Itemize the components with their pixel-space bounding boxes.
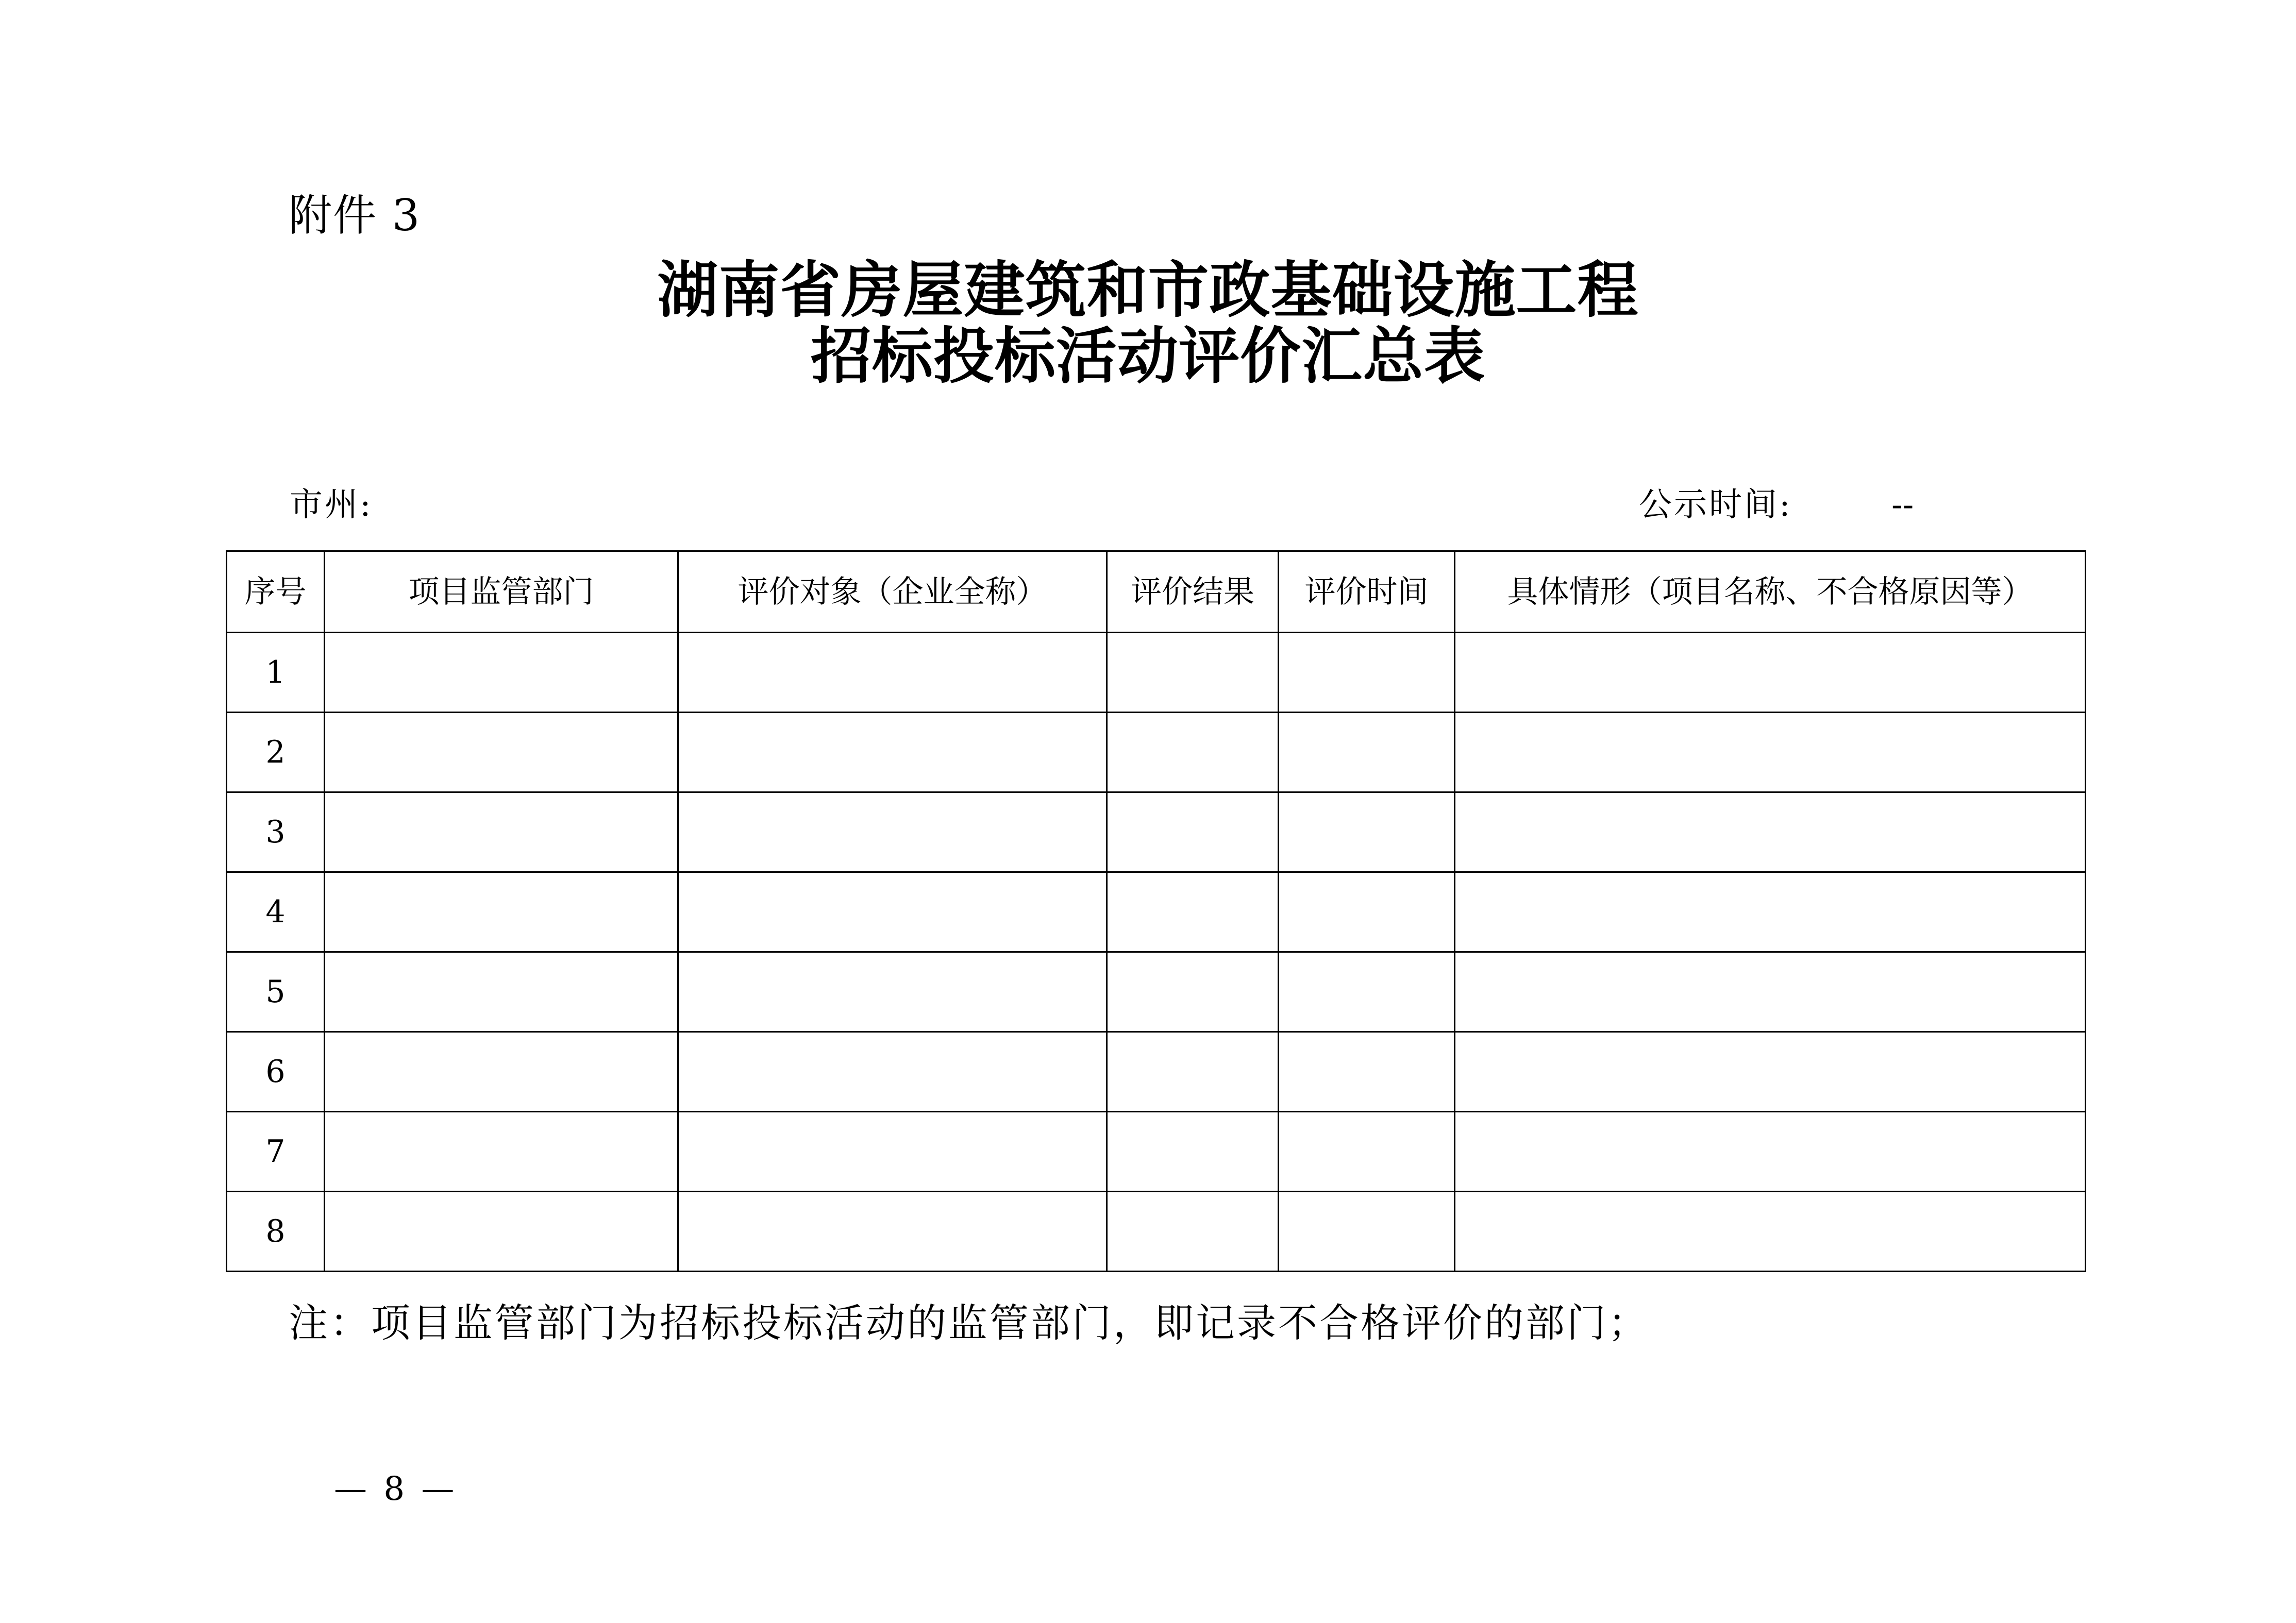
cell-evaluation-result (1107, 633, 1279, 713)
cell-supervising-department (325, 872, 678, 952)
cell-details (1455, 1112, 2086, 1192)
cell-details (1455, 1192, 2086, 1272)
row-index: 6 (227, 1032, 325, 1112)
cell-evaluation-result (1107, 713, 1279, 792)
cell-supervising-department (325, 1192, 678, 1272)
cell-supervising-department (325, 633, 678, 713)
attachment-label: 附件 3 (289, 190, 421, 241)
cell-evaluated-entity (678, 1112, 1107, 1192)
cell-details (1455, 713, 2086, 792)
table-header-row (227, 551, 2086, 633)
city-label: 市州: (290, 486, 373, 524)
row-index: 3 (227, 792, 325, 872)
document-title-line1: 湖南省房屋建筑和市政基础设施工程 (657, 254, 1639, 326)
header-details: 具体情形（项目名称、不合格原因等） (1455, 551, 2086, 633)
cell-supervising-department (325, 1032, 678, 1112)
cell-evaluated-entity (678, 1032, 1107, 1112)
header-evaluated-entity: 评价对象（企业全称） (678, 551, 1107, 633)
cell-evaluation-time (1279, 1032, 1455, 1112)
cell-evaluated-entity (678, 952, 1107, 1032)
cell-evaluation-result (1107, 792, 1279, 872)
cell-evaluation-time (1279, 872, 1455, 952)
cell-evaluation-result (1107, 1112, 1279, 1192)
table-row (227, 713, 2086, 792)
cell-supervising-department (325, 1112, 678, 1192)
cell-details (1455, 872, 2086, 952)
cell-evaluation-time (1279, 1192, 1455, 1272)
row-index: 5 (227, 952, 325, 1032)
header-evaluation-time: 评价时间 (1279, 551, 1455, 633)
row-index: 4 (227, 872, 325, 952)
cell-evaluation-result (1107, 872, 1279, 952)
header-index: 序号 (227, 551, 325, 633)
row-index: 7 (227, 1112, 325, 1192)
cell-evaluated-entity (678, 713, 1107, 792)
row-index: 8 (227, 1192, 325, 1272)
evaluation-summary-table (226, 550, 2086, 1272)
cell-details (1455, 792, 2086, 872)
table-footnote: 注：项目监管部门为招标投标活动的监管部门，即记录不合格评价的部门； (289, 1300, 1649, 1346)
document-title-line2: 招标投标活动评价汇总表 (810, 320, 1485, 392)
row-index: 1 (227, 633, 325, 713)
table-row (227, 952, 2086, 1032)
cell-evaluated-entity (678, 872, 1107, 952)
table-row (227, 792, 2086, 872)
cell-evaluated-entity (678, 633, 1107, 713)
cell-details (1455, 952, 2086, 1032)
header-evaluation-result: 评价结果 (1107, 551, 1279, 633)
cell-supervising-department (325, 792, 678, 872)
cell-evaluated-entity (678, 1192, 1107, 1272)
table-row (227, 872, 2086, 952)
table-row (227, 1112, 2086, 1192)
cell-evaluation-time (1279, 633, 1455, 713)
table-row (227, 633, 2086, 713)
cell-evaluation-time (1279, 1112, 1455, 1192)
cell-evaluation-result (1107, 1192, 1279, 1272)
cell-supervising-department (325, 952, 678, 1032)
cell-supervising-department (325, 713, 678, 792)
cell-evaluation-time (1279, 792, 1455, 872)
cell-details (1455, 633, 2086, 713)
cell-evaluated-entity (678, 792, 1107, 872)
cell-evaluation-time (1279, 952, 1455, 1032)
header-supervising-department: 项目监管部门 (325, 551, 678, 633)
table-row (227, 1192, 2086, 1272)
cell-evaluation-result (1107, 1032, 1279, 1112)
cell-details (1455, 1032, 2086, 1112)
table-row (227, 1032, 2086, 1112)
publish-time-value: -- (1891, 486, 1914, 524)
row-index: 2 (227, 713, 325, 792)
cell-evaluation-time (1279, 713, 1455, 792)
page-number: — 8 — (334, 1470, 458, 1508)
publish-time-label: 公示时间: (1639, 486, 1792, 524)
cell-evaluation-result (1107, 952, 1279, 1032)
